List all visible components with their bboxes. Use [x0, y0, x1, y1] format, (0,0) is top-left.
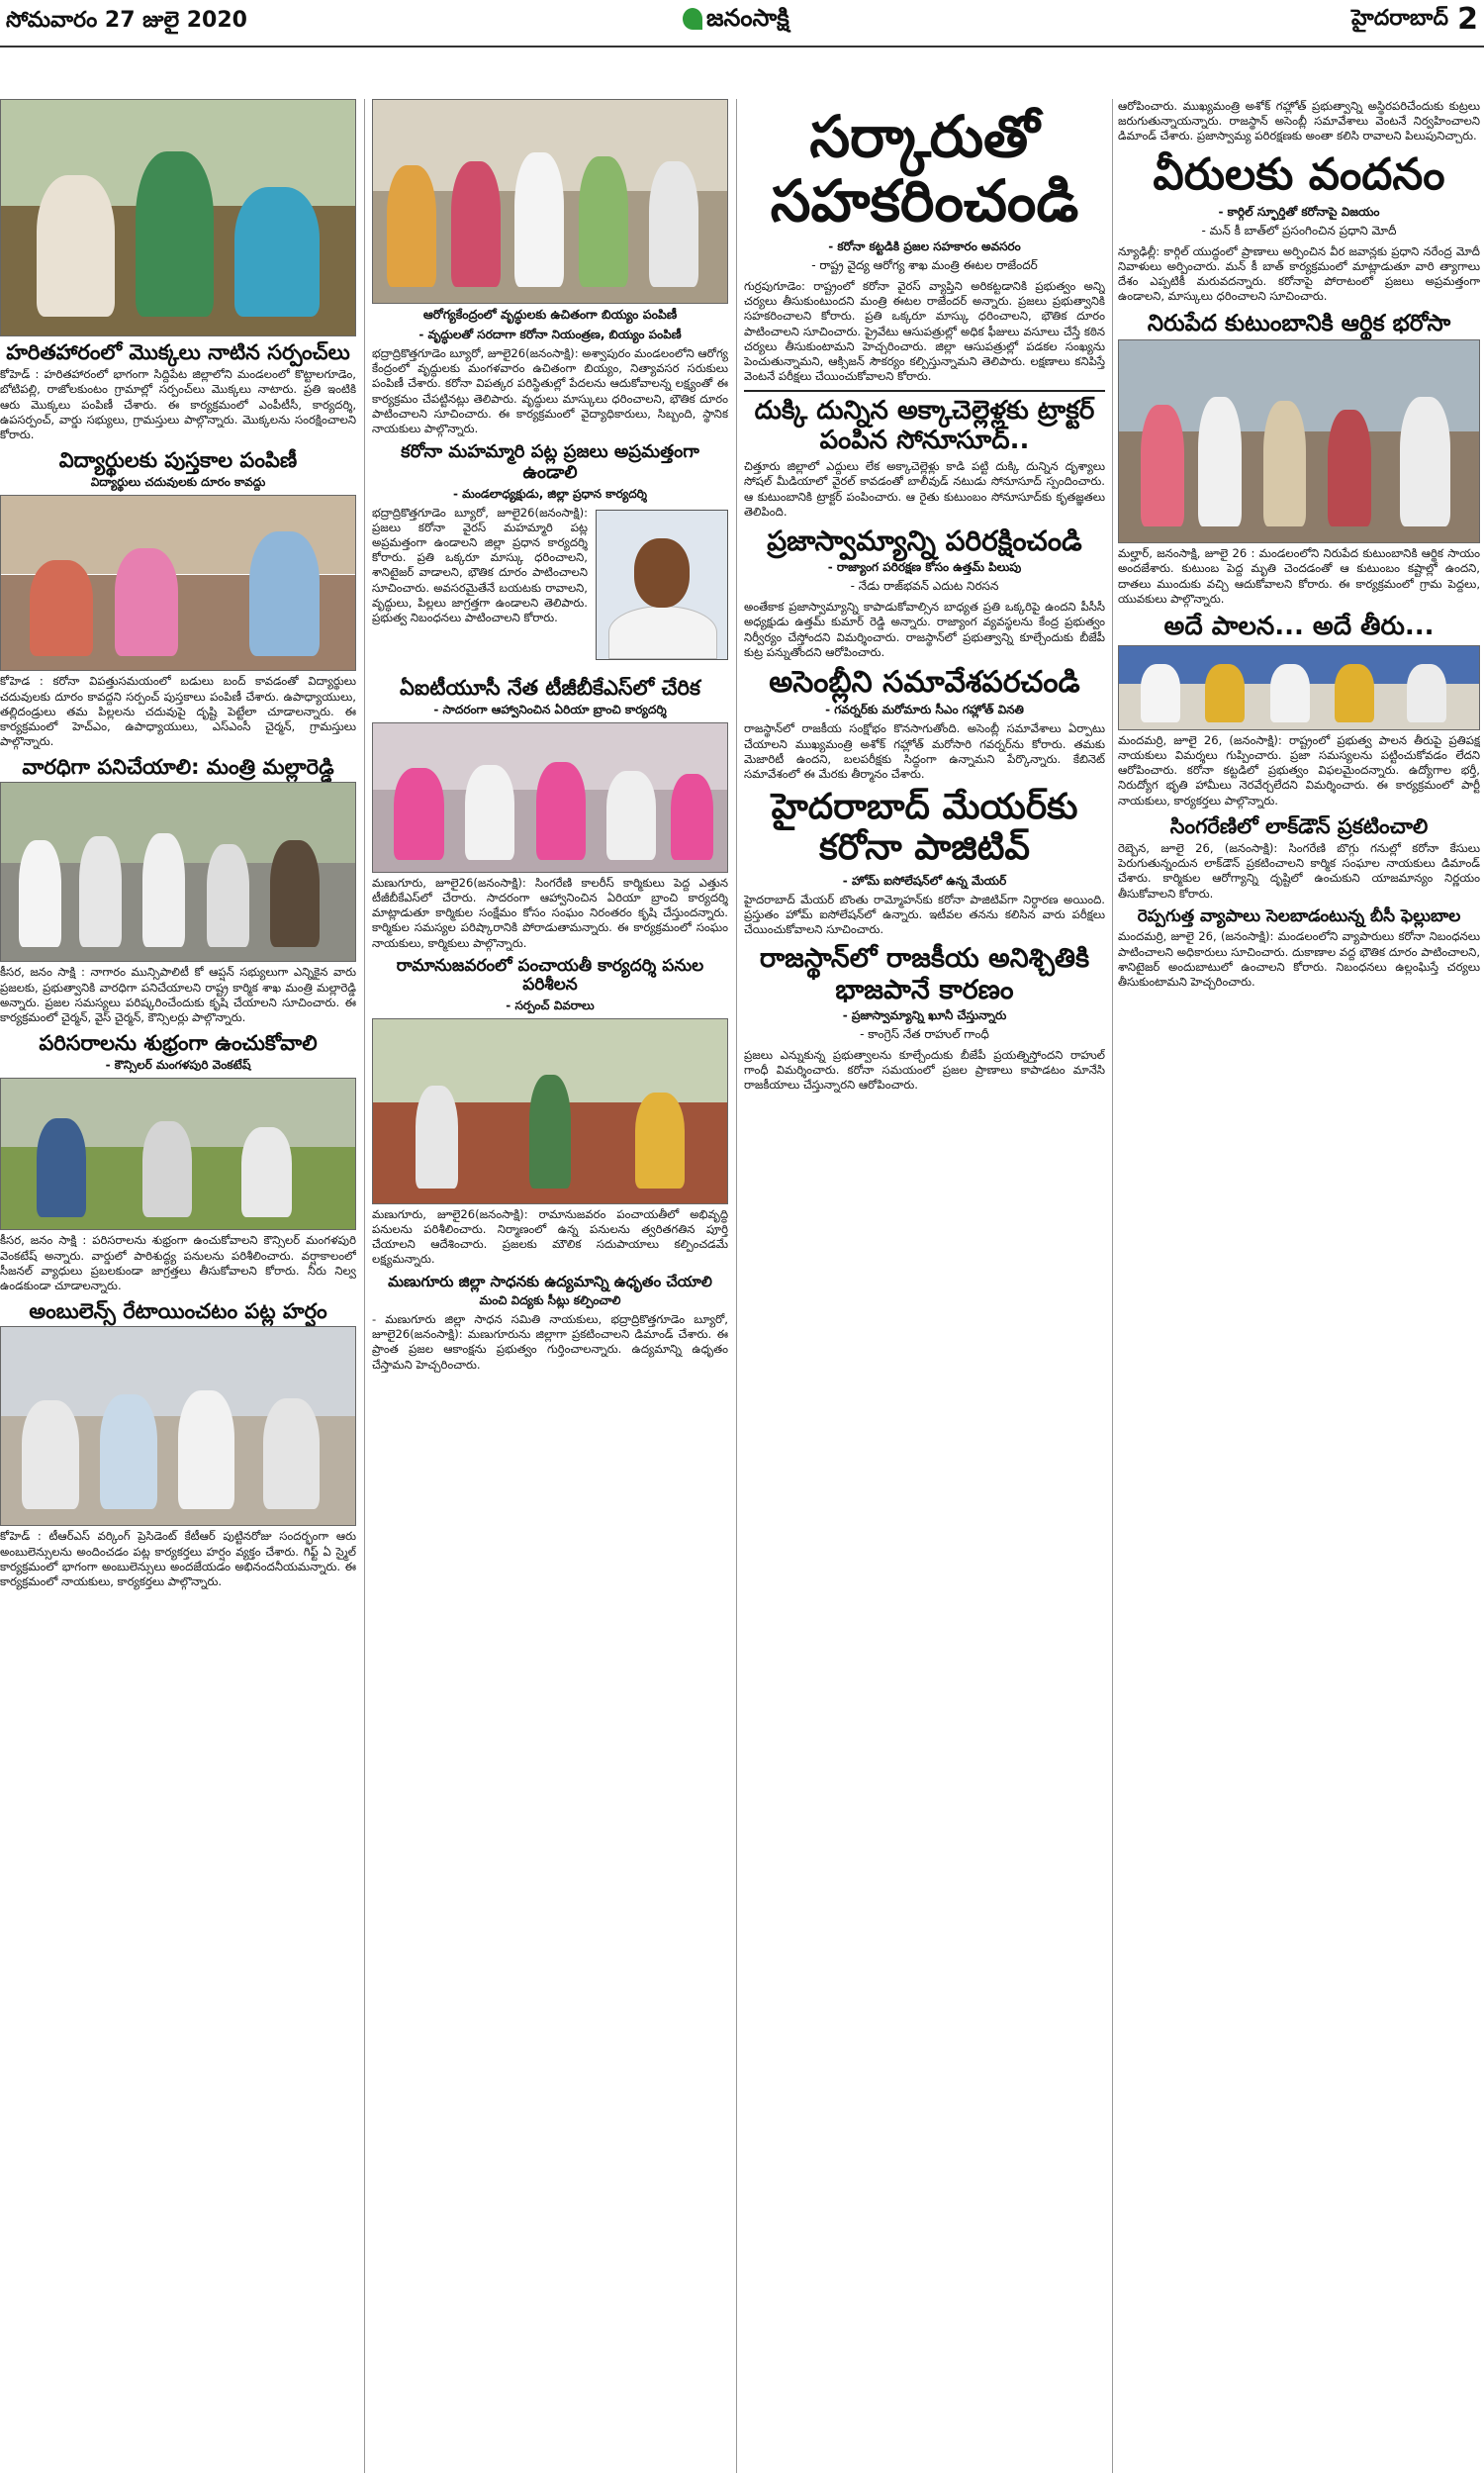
- byline: - నేడు రాజ్‌భవన్ ఎదుట నిరసన: [850, 579, 999, 594]
- headline: మణుగూరు జిల్లా సాధనకు ఉద్యమాన్ని ఉధృతం చేయాలి: [388, 1272, 712, 1290]
- article-body: మల్హార్, జనంసాక్షి, జూలై 26 : మండలంలోని నిరుపేద కుటుంబానికి ఆర్థిక సాయం అందజేశారు. కుటుంబ పెద్ద మృతి చెందడంతో ఆ కుటుంబం కష్టాల్లో ఉందని, దాతలు ముందుకు వచ్చి ఆదుకోవాలని కోరారు. ఈ కార్యక్రమంలో గ్రామ పెద్దలు, యువకులు పాల్గొన్నారు.: [1118, 546, 1480, 606]
- photo-ambulance-meeting: [0, 1326, 356, 1526]
- headline: రామానుజవరంలో పంచాయతీ కార్యదర్శి పనుల పరిశీలన: [396, 955, 704, 996]
- photo-rice-distribution: [372, 99, 728, 304]
- subheadline: - సర్పంచ్ వివరాలు: [506, 998, 595, 1012]
- column-divider: [1112, 99, 1113, 2473]
- subheadline: - కార్గిల్ స్ఫూర్తితో కరోనాపై విజయం: [1218, 204, 1380, 219]
- article-body: కోహెడ్ : హరితహారంలో భాగంగా సిద్దిపేట జిల్లాలోని మండలంలో కొట్టాలగూడెం, బోటిపల్లి, రాజోలకుంటం గ్రామాల్లో సర్పంచ్‌లు మొక్కలు నాటారు. ప్రతి ఇంటికి ఆరు మొక్కలు పంపిణీ చేశారు. ఈ కార్యక్రమంలో ఎంపీటీసీ, కార్యదర్శి, ఉపసర్పంచ్, వార్డు సభ్యులు, గ్రామస్తులు పాల్గొన్నారు. మొక్కలను సంరక్షించాలని కోరారు.: [0, 367, 356, 441]
- article-body: కీసర, జనం సాక్షి : నాగారం మున్సిపాలిటీ కో ఆప్షన్ సభ్యులుగా ఎన్నికైన వారు ప్రజలకు, ప్రభుత్వానికి వారధిగా పనిచేయాలని రాష్ట్ర కార్మిక శాఖ మంత్రి మల్లారెడ్డి అన్నారు. ప్రజల సమస్యలు పరిష్కరించేందుకు కృషి చేయాలని సూచించారు. ఈ కార్యక్రమంలో చైర్మన్, వైస్ చైర్మన్, కౌన్సిలర్లు పాల్గొన్నారు.: [0, 965, 356, 1025]
- subheadline: - వృద్ధులతో సరదాగా కరోనా నియంత్రణ, బియ్యం పంపిణీ: [418, 328, 682, 341]
- leaf-icon: [683, 8, 702, 30]
- article-body: భద్రాద్రికొత్తగూడెం బ్యూరో, జూలై26(జనంసాక్షి): అశ్వాపురం మండలంలోని ఆరోగ్య కేంద్రంలో వృద్ధులకు మంగళవారం ఉచితంగా బియ్యం, నిత్యావసర సరుకులు పంపిణీ చేశారు. కరోనా విపత్కర పరిస్థితుల్లో పేదలను ఆదుకోవాలన్న లక్ష్యంతో ఈ కార్యక్రమం చేపట్టినట్లు తెలిపారు. వృద్ధులు మాస్కులు ధరించాలని, భౌతిక దూరం పాటించాలని సూచించారు. ఈ కార్యక్రమంలో వైద్యాధికారులు, సిబ్బంది, స్థానిక నాయకులు పాల్గొన్నారు.: [372, 346, 728, 436]
- issue-date: సోమవారం 27 జులై 2020: [6, 8, 247, 33]
- photo-books: [0, 495, 356, 671]
- article-body: ఆరోపించారు. ముఖ్యమంత్రి అశోక్ గహ్లోత్ ప్రభుత్వాన్ని అస్థిరపరిచేందుకు కుట్రలు జరుగుతున్నాయన్నారు. రాజస్థాన్ అసెంబ్లీ సమావేశాలు వెంటనే నిర్వహించాలని డిమాండ్ చేశారు. ప్రజాస్వామ్య పరిరక్షణకు అంతా కలిసి రావాలని పిలుపునిచ్చారు.: [1118, 99, 1480, 143]
- subheadline: - మండలాధ్యక్షుడు, జిల్లా ప్రధాన కార్యదర్శి: [452, 486, 647, 501]
- divider: [744, 390, 1105, 392]
- portrait-photo: [596, 510, 728, 660]
- article-body: మణుగూరు, జూలై26(జనంసాక్షి): సింగరేణి కాలరీస్ కార్మికులు పెద్ద ఎత్తున టీజీబీకేఎస్‌లో చేరారు. సాదరంగా ఆహ్వానించిన ఏరియా బ్రాంచి కార్యదర్శి మాట్లాడుతూ కార్మికుల సంక్షేమం కోసం సంఘం నిరంతరం కృషి చేస్తుందన్నారు. కార్మికుల సమస్యల పరిష్కారానికి పోరాడుతామన్నారు. ఈ కార్యక్రమంలో సంఘం నాయకులు, కార్మికులు పాల్గొన్నారు.: [372, 875, 728, 950]
- article-with-portrait: [372, 506, 728, 672]
- byline: - కాంగ్రెస్ నేత రాహుల్ గాంధీ: [860, 1026, 989, 1041]
- subheadline: - సాదరంగా ఆహ్వానించిన ఏరియా బ్రాంచి కార్యదర్శి: [433, 702, 667, 716]
- photo-union-joining: [372, 722, 728, 873]
- column-1: [0, 99, 356, 2473]
- headline: నిరుపేద కుటుంబానికి ఆర్థిక భరోసా: [1147, 310, 1451, 336]
- headline: సింగరేణిలో లాక్‌డౌన్ ప్రకటించాలి: [1169, 813, 1429, 838]
- article-body: గుర్రపుగూడెం: రాష్ట్రంలో కరోనా వైరస్ వ్యాప్తిని అరికట్టడానికి ప్రభుత్వం అన్ని చర్యలు తీసుకుంటుందని మంత్రి ఈటల రాజేందర్ అన్నారు. ప్రజలు ప్రభుత్వానికి సహకరించాలని కోరారు. ప్రతి ఒక్కరూ మాస్కు ధరించాలని, భౌతిక దూరం పాటించాలని సూచించారు. ప్రైవేటు ఆసుపత్రుల్లో అధిక ఫీజులు వసూలు చేస్తే కఠిన చర్యలు తీసుకుంటామని హెచ్చరించారు. జిల్లా ఆసుపత్రుల్లో పడకల సంఖ్యను పెంచుతున్నామని, ఆక్సిజన్ సౌకర్యం కల్పిస్తున్నామని తెలిపారు. లక్షణాలు కనిపిస్తే వెంటనే పరీక్షలు చేయించుకోవాలని కోరారు.: [744, 278, 1105, 384]
- article-body: కోహెడ : కరోనా విపత్తుసమయంలో బడులు బంద్ కావడంతో విద్యార్థులు చదువులకు దూరం కావద్దని సర్పంచ్ పుస్తకాలు పంపిణీ చేశారు. ఉపాధ్యాయులు, తల్లిదండ్రులు తమ పిల్లలను చదువుపై దృష్టి పెట్టేలా చూడాలన్నారు. ఈ కార్యక్రమంలో హెచ్ఎం, ఉపాధ్యాయులు, ఎస్ఎంసీ చైర్మన్, గ్రామస్తులు పాల్గొన్నారు.: [0, 674, 356, 749]
- article-body: కోహెడ్ : టీఆర్ఎస్ వర్కింగ్ ప్రెసిడెంట్ కేటీఆర్ పుట్టినరోజు సందర్భంగా ఆరు అంబులెన్సులను అందించడం పట్ల కార్యకర్తలు హర్షం వ్యక్తం చేశారు. గిఫ్ట్ ఏ స్మైల్ కార్యక్రమంలో భాగంగా అంబులెన్సులు అందజేయడం అభినందనీయమన్నారు. ఈ కార్యక్రమంలో నాయకులు, కార్యకర్తలు పాల్గొన్నారు.: [0, 1529, 356, 1588]
- headline: రాజస్థాన్‌లో రాజకీయ అనిశ్చితికి భాజపానే కారణం: [759, 943, 1090, 1005]
- subheadline: - హోమ్ ఐసోలేషన్‌లో ఉన్న మేయర్: [842, 873, 1007, 888]
- byline: - మన్ కీ బాత్‌లో ప్రసంగించిన ప్రధాని మోదీ: [1201, 223, 1397, 238]
- article-body: మందమర్రి, జూలై 26, (జనంసాక్షి): రాష్ట్రంలో ప్రభుత్వ పాలన తీరుపై ప్రతిపక్ష నాయకులు విమర్శలు గుప్పించారు. ప్రజా సమస్యలను పట్టించుకోవడం లేదని ఆరోపించారు. కరోనా కట్టడిలో ప్రభుత్వం విఫలమైందన్నారు. ఉద్యోగాల భర్తీ, నిరుద్యోగ భృతి హామీలు నెరవేర్చలేదని విమర్శించారు. ఈ కార్యక్రమంలో పార్టీ నాయకులు, కార్యకర్తలు పాల్గొన్నారు.: [1118, 732, 1480, 808]
- headline: వారధిగా పనిచేయాలి: మంత్రి మల్లారెడ్డి: [22, 755, 334, 780]
- photo-financial-aid: [1118, 339, 1480, 543]
- article-body: భద్రాద్రికొత్తగూడెం బ్యూరో, జూలై26(జనంసాక్షి): ప్రజలు కరోనా వైరస్ మహమ్మారి పట్ల అప్రమత్తంగా ఉండాలని జిల్లా ప్రధాన కార్యదర్శి కోరారు. ప్రతి ఒక్కరూ మాస్కు ధరించాలని, శానిటైజర్ వాడాలని, భౌతిక దూరం పాటించాలని సూచించారు. అవసరమైతేనే బయటకు రావాలని, వృద్ధులు, పిల్లలు జాగ్రత్తగా ఉండాలని తెలిపారు. ప్రభుత్వ నిబంధనలు పాటించాలని కోరారు.: [372, 505, 588, 625]
- headline: కరోనా మహమ్మారి పట్ల ప్రజలు అప్రమత్తంగా ఉండాలి: [401, 441, 699, 483]
- photo-press-meet: [1118, 645, 1480, 730]
- byline: - రాష్ట్ర వైద్య ఆరోగ్య శాఖ మంత్రి ఈటల రాజేందర్: [811, 257, 1038, 272]
- photo-works-inspection: [372, 1018, 728, 1204]
- headline: ఏఐటీయూసీ నేత టీజీబీకేఎస్‌లో చేరిక: [400, 675, 700, 700]
- subheadline: విద్యార్థులు చదువులకు దూరం కావద్దు: [90, 475, 266, 490]
- page-number: 2: [1457, 2, 1478, 37]
- headline: అసెంబ్లీని సమావేశపరచండి: [769, 664, 1080, 700]
- photo-caption: ఆరోగ్యకేంద్రంలో వృద్ధులకు ఉచితంగా బియ్యం పంపిణీ: [422, 307, 678, 322]
- column-3: [744, 99, 1105, 2473]
- subheadline: మంచి విద్యకు సీట్లు కల్పించాలి: [479, 1292, 621, 1307]
- newspaper-logo: [683, 4, 789, 38]
- column-4: [1118, 99, 1480, 2473]
- subheadline: - కరోనా కట్టడికి ప్రజల సహకారం అవసరం: [828, 238, 1021, 253]
- headline: అంబులెన్స్ రేటాయించటం పట్ల హర్షం: [29, 1299, 327, 1324]
- masthead: [0, 0, 1484, 48]
- article-body: - మణుగూరు జిల్లా సాధన సమితి నాయకులు, భద్రాద్రికొత్తగూడెం బ్యూరో, జూలై26(జనంసాక్షి): మణుగూరును జిల్లాగా ప్రకటించాలని డిమాండ్ చేశారు. ఈ ప్రాంత ప్రజల ఆకాంక్షను ప్రభుత్వం గుర్తించాలన్నారు. ఉద్యమాన్ని ఉధృతం చేస్తామని హెచ్చరించారు.: [372, 1311, 728, 1372]
- subheadline: - రాజ్యాంగ పరిరక్షణ కోసం ఉత్తమ్ పిలుపు: [827, 560, 1022, 575]
- article-body: రాజస్థాన్‌లో రాజకీయ సంక్షోభం కొనసాగుతోంది. అసెంబ్లీ సమావేశాలు ఏర్పాటు చేయాలని ముఖ్యమంత్రి అశోక్ గహ్లోత్ మరోసారి గవర్నర్‌ను కోరారు. తమకు మెజారిటీ ఉందని, బలపరీక్షకు సిద్ధంగా ఉన్నామని పేర్కొన్నారు. కేబినెట్ సమావేశంలో ఈ మేరకు తీర్మానం చేశారు.: [744, 721, 1105, 782]
- article-body: రెబ్బెన, జూలై 26, (జనంసాక్షి): సింగరేణి బొగ్గు గనుల్లో కరోనా కేసులు పెరుగుతున్నందున లాక్‌డౌన్ ప్రకటించాలని కార్మిక సంఘాల నాయకులు డిమాండ్ చేశారు. కార్మికుల ఆరోగ్యాన్ని దృష్టిలో ఉంచుకుని యాజమాన్యం నిర్ణయం తీసుకోవాలని కోరారు.: [1118, 840, 1480, 901]
- column-2: [372, 99, 728, 2473]
- article-body: మణుగూరు, జూలై26(జనంసాక్షి): రామానుజవరం పంచాయతీలో అభివృద్ధి పనులను పరిశీలించారు. నిర్మాణంలో ఉన్న పనులను త్వరితగతిన పూర్తి చేయాలని ఆదేశించారు. ప్రజలకు మౌలిక సదుపాయాలు కల్పించడమే లక్ష్యమన్నారు.: [372, 1206, 728, 1267]
- headline: ప్రజాస్వామ్యాన్ని పరిరక్షించండి: [767, 524, 1082, 557]
- column-divider: [364, 99, 365, 2473]
- photo-minister: [0, 782, 356, 962]
- headline: అదే పాలన... అదే తీరు...: [1163, 611, 1435, 641]
- article-body: ప్రజలు ఎన్నుకున్న ప్రభుత్వాలను కూల్చేందుకు బీజేపీ ప్రయత్నిస్తోందని రాహుల్ గాంధీ విమర్శించారు. కరోనా సమయంలో ప్రజల ప్రాణాలు కాపాడటం మానేసి రాజకీయాలు చేస్తున్నారని ఆరోపించారు.: [744, 1047, 1105, 1092]
- headline: విద్యార్థులకు పుస్తకాల పంపిణీ: [58, 448, 298, 473]
- headline: హరితహారంలో మొక్కలు నాటిన సర్పంచ్‌లు: [6, 340, 350, 364]
- article-body: చిత్తూరు జిల్లాలో ఎద్దులు లేక అక్కాచెల్లెళ్లు కాడి పట్టి దుక్కి దున్నిన దృశ్యాలు సోషల్ మీడియాలో వైరల్ కావడంతో బాలీవుడ్ నటుడు సోనూసూద్ స్పందించారు. ఆ కుటుంబానికి ట్రాక్టర్ పంపించారు. ఆ రైతు కుటుంబం సోనూసూద్‌కు కృతజ్ఞతలు తెలిపింది.: [744, 459, 1105, 519]
- article-body: హైదరాబాద్ మేయర్ బొంతు రామ్మోహన్‌కు కరోనా పాజిటివ్‌గా నిర్ధారణ అయింది. ప్రస్తుతం హోమ్ ఐసోలేషన్‌లో ఉన్నారు. ఇటీవల తనను కలిసిన వారు పరీక్షలు చేయించుకోవాలని సూచించారు.: [744, 892, 1105, 937]
- headline: వీరులకు వందనం: [1153, 148, 1445, 200]
- article-body: మందమర్రి, జూలై 26, (జనంసాక్షి): మండలంలోని వ్యాపారులు కరోనా నిబంధనలు పాటించాలని అధికారులు సూచించారు. దుకాణాల వద్ద భౌతిక దూరం పాటించాలని, శానిటైజర్ అందుబాటులో ఉంచాలని కోరారు. నిబంధనలు ఉల్లంఘిస్తే చర్యలు తీసుకుంటామని హెచ్చరించారు.: [1118, 929, 1480, 989]
- headline: పరిసరాలను శుభ్రంగా ఉంచుకోవాలి: [39, 1031, 318, 1056]
- edition-city: హైదరాబాద్: [1351, 6, 1448, 31]
- subheadline: - కౌన్సిలర్ మంగళపురి వెంకటేష్: [105, 1058, 251, 1073]
- article-body: కీసర, జనం సాక్షి : పరిసరాలను శుభ్రంగా ఉంచుకోవాలని కౌన్సిలర్ మంగళపురి వెంకటేష్ అన్నారు. వార్డులో పారిశుద్ధ్య పనులను పరిశీలించారు. వర్షాకాలంలో సీజనల్ వ్యాధులు ప్రబలకుండా జాగ్రత్తలు తీసుకోవాలని కోరారు. నీరు నిల్వ ఉండకుండా చూడాలన్నారు.: [0, 1233, 356, 1293]
- headline: దుక్కి దున్నిన అక్కాచెల్లెళ్లకు ట్రాక్టర్ పంపిన సోనూసూద్..: [754, 396, 1095, 456]
- photo-planting: [0, 99, 356, 336]
- subheadline: - ప్రజాస్వామ్యాన్ని ఖూనీ చేస్తున్నారు: [842, 1007, 1007, 1022]
- column-divider: [736, 99, 737, 2473]
- lead-headline: సర్కారుతో సహకరించండి: [770, 103, 1079, 235]
- headline: హైదరాబాద్ మేయర్‌కు కరోనా పాజిటివ్: [771, 787, 1078, 868]
- article-body: న్యూఢిల్లీ: కార్గిల్ యుద్ధంలో ప్రాణాలు అర్పించిన వీర జవాన్లకు ప్రధాని నరేంద్ర మోదీ నివాళులు అర్పించారు. మన్ కీ బాత్ కార్యక్రమంలో మాట్లాడుతూ వారి త్యాగాలు దేశం ఎప్పటికీ మరువదన్నారు. కరోనాపై పోరాటంలో ప్రజలు అప్రమత్తంగా ఉండాలని, మాస్కులు ధరించాలని సూచించారు.: [1118, 243, 1480, 304]
- photo-sanitation: [0, 1078, 356, 1230]
- article-body: అంతేకాక ప్రజాస్వామ్యాన్ని కాపాడుకోవాల్సిన బాధ్యత ప్రతి ఒక్కరిపై ఉందని పీసీసీ అధ్యక్షుడు ఉత్తమ్ కుమార్ రెడ్డి అన్నారు. రాజ్యాంగ వ్యవస్థలను కేంద్ర ప్రభుత్వం నిర్వీర్యం చేస్తోందని విమర్శించారు. రాజస్థాన్‌లో ప్రభుత్వాన్ని కూల్చేందుకు బీజేపీ కుట్ర పన్నుతోందని ఆరోపించారు.: [744, 600, 1105, 659]
- subheadline: - గవర్నర్‌కు మరోమారు సీఎం గహ్లోత్ వినతి: [825, 703, 1024, 717]
- headline: రెప్పగుత్త వ్యాపాలు సెలబాడంటున్న బీసీ ఫెల్లుబాల: [1137, 905, 1461, 926]
- newspaper-name: జనంసాక్షి: [706, 4, 789, 32]
